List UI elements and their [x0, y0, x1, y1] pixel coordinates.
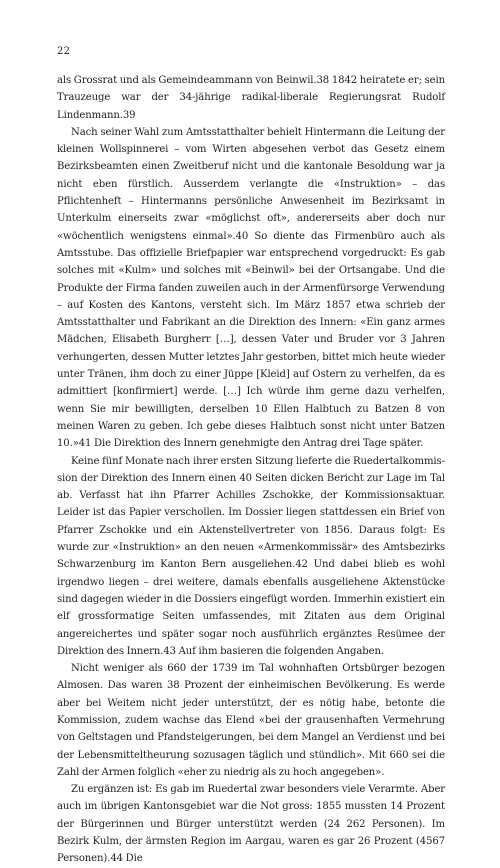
- paragraph-4: Nicht weniger als 660 der 1739 im Tal wohnhaften Ortsbürger bezogen Almosen. Das waren 38 Prozent der einheimischen Bevölkerung. Es werde aber bei Weitem nicht jeder unterstützt, der es nötig habe, betonte die Kommission, zudem wachse das Elend «bei der grausenhaften Vermehrung von Geltstagen und Pfandsteigerungen, bei dem Mangel an Verdienst und bei der Lebensmitteltheurung sozusagen täglich und stündlich». Mit 660 sei die Zahl der Armen folglich «eher zu niedrig als zu hoch angegeben».: [57, 663, 445, 778]
- paragraph-5: Zu ergänzen ist: Es gab im Ruedertal zwar besonders viele Verarmte. Aber auch im übrigen Kantonsgebiet war die Not gross: 1855 mussten 14 Prozent der Bürgerinnen und Bürger unterstützt werden (24 262 Personen). Im Bezirk Kulm, der ärmsten Region im Aargau, waren es gar 26 Prozent (4567 Personen).44 Die: [57, 784, 445, 865]
- body-text: [57, 72, 445, 868]
- paragraph-2: Nach seiner Wahl zum Amtsstatthalter behielt Hintermann die Leitung der kleinen Wollspinnerei – vom Wirten abgesehen verbot das Gesetz einem Bezirksbeamten einen Zweitberuf nicht und die kantonale Besoldung war ja nicht eben fürstlich. Ausserdem verlangte die «Instruktion» – das Pflichtenheft – Hintermanns persönliche Anwesenheit im Bezirksamt in Unterkulm einerseits zwar «möglichst oft», andererseits aber doch nur «wöchentlich wenigstens einmal».40 So diente das Firmenbüro auch als Amtsstube. Das offizielle Briefpapier war entsprechend vorgedruckt: Es gab solches mit «Kulm» und solches mit «Beinwil» bei der Ortsangabe. Und die Produkte der Firma fanden zuweilen auch in der Armenfürsorge Verwendung – auf Kosten des Kantons, versteht sich. Im März 1857 etwa schrieb der Amtsstatthalter und Fabrikant an die Direktion des Innern: «Ein ganz armes Mädchen, Elisabeth Burgherr […], dessen Vater und Bruder vor 3 Jahren verhungerten, dessen Mutter letztes Jahr gestorben, bittet mich heute wieder unter Tränen, ihm doch zu einer Jüppe [Kleid] auf Ostern zu verhelfen, da es admittiert [konfirmiert] werde. […] Ich würde ihm gerne dazu verhelfen, wenn Sie mir bewilligten, derselben 10 Ellen Halbtuch zu Batzen 8 von meinen Waren zu geben. Ich gebe dieses Halbtuch sonst nicht unter Batzen 10.»41 Die Direktion des Innern genehmigte den Antrag drei Tage später.: [57, 126, 445, 450]
- paragraph-1: als Grossrat und als Gemeindeammann von Beinwil.38 1842 heiratete er; sein Trauzeuge war der 34-jährige radikal-liberale Regierungsrat Rudolf Lindenmann.39: [57, 75, 445, 121]
- paragraph-3: Keine fünf Monate nach ihrer ersten Sitzung lieferte die Ruedertalkommission der Direktion des Innern einen 40 Seiten dicken Bericht zur Lage im Tal ab. Verfasst hat ihn Pfarrer Achilles Zschokke, der Kommissionsaktuar. Leider ist das Papier verschollen. Im Dossier liegen stattdessen ein Brief von Pfarrer Zschokke und ein Aktenstellvertreter von 1856. Daraus folgt: Es wurde zur «Instruktion» an den neuen «Armenkommissär» des Amtsbezirks Schwarzenburg im Kanton Bern ausgeliehen.42 Und dabei blieb es wohl irgendwo liegen – drei weitere, damals ebenfalls ausgeliehene Aktenstücke sind dagegen wieder in die Dossiers eingefügt worden. Immerhin existiert ein elf grossformatige Seiten umfassendes, mit Zitaten aus dem Original angereichertes und später sogar noch ausführlich ergänztes Resümee der Direktion des Innern.43 Auf ihm basieren die folgenden Angaben.: [57, 455, 445, 657]
- page-number: 22: [57, 46, 71, 57]
